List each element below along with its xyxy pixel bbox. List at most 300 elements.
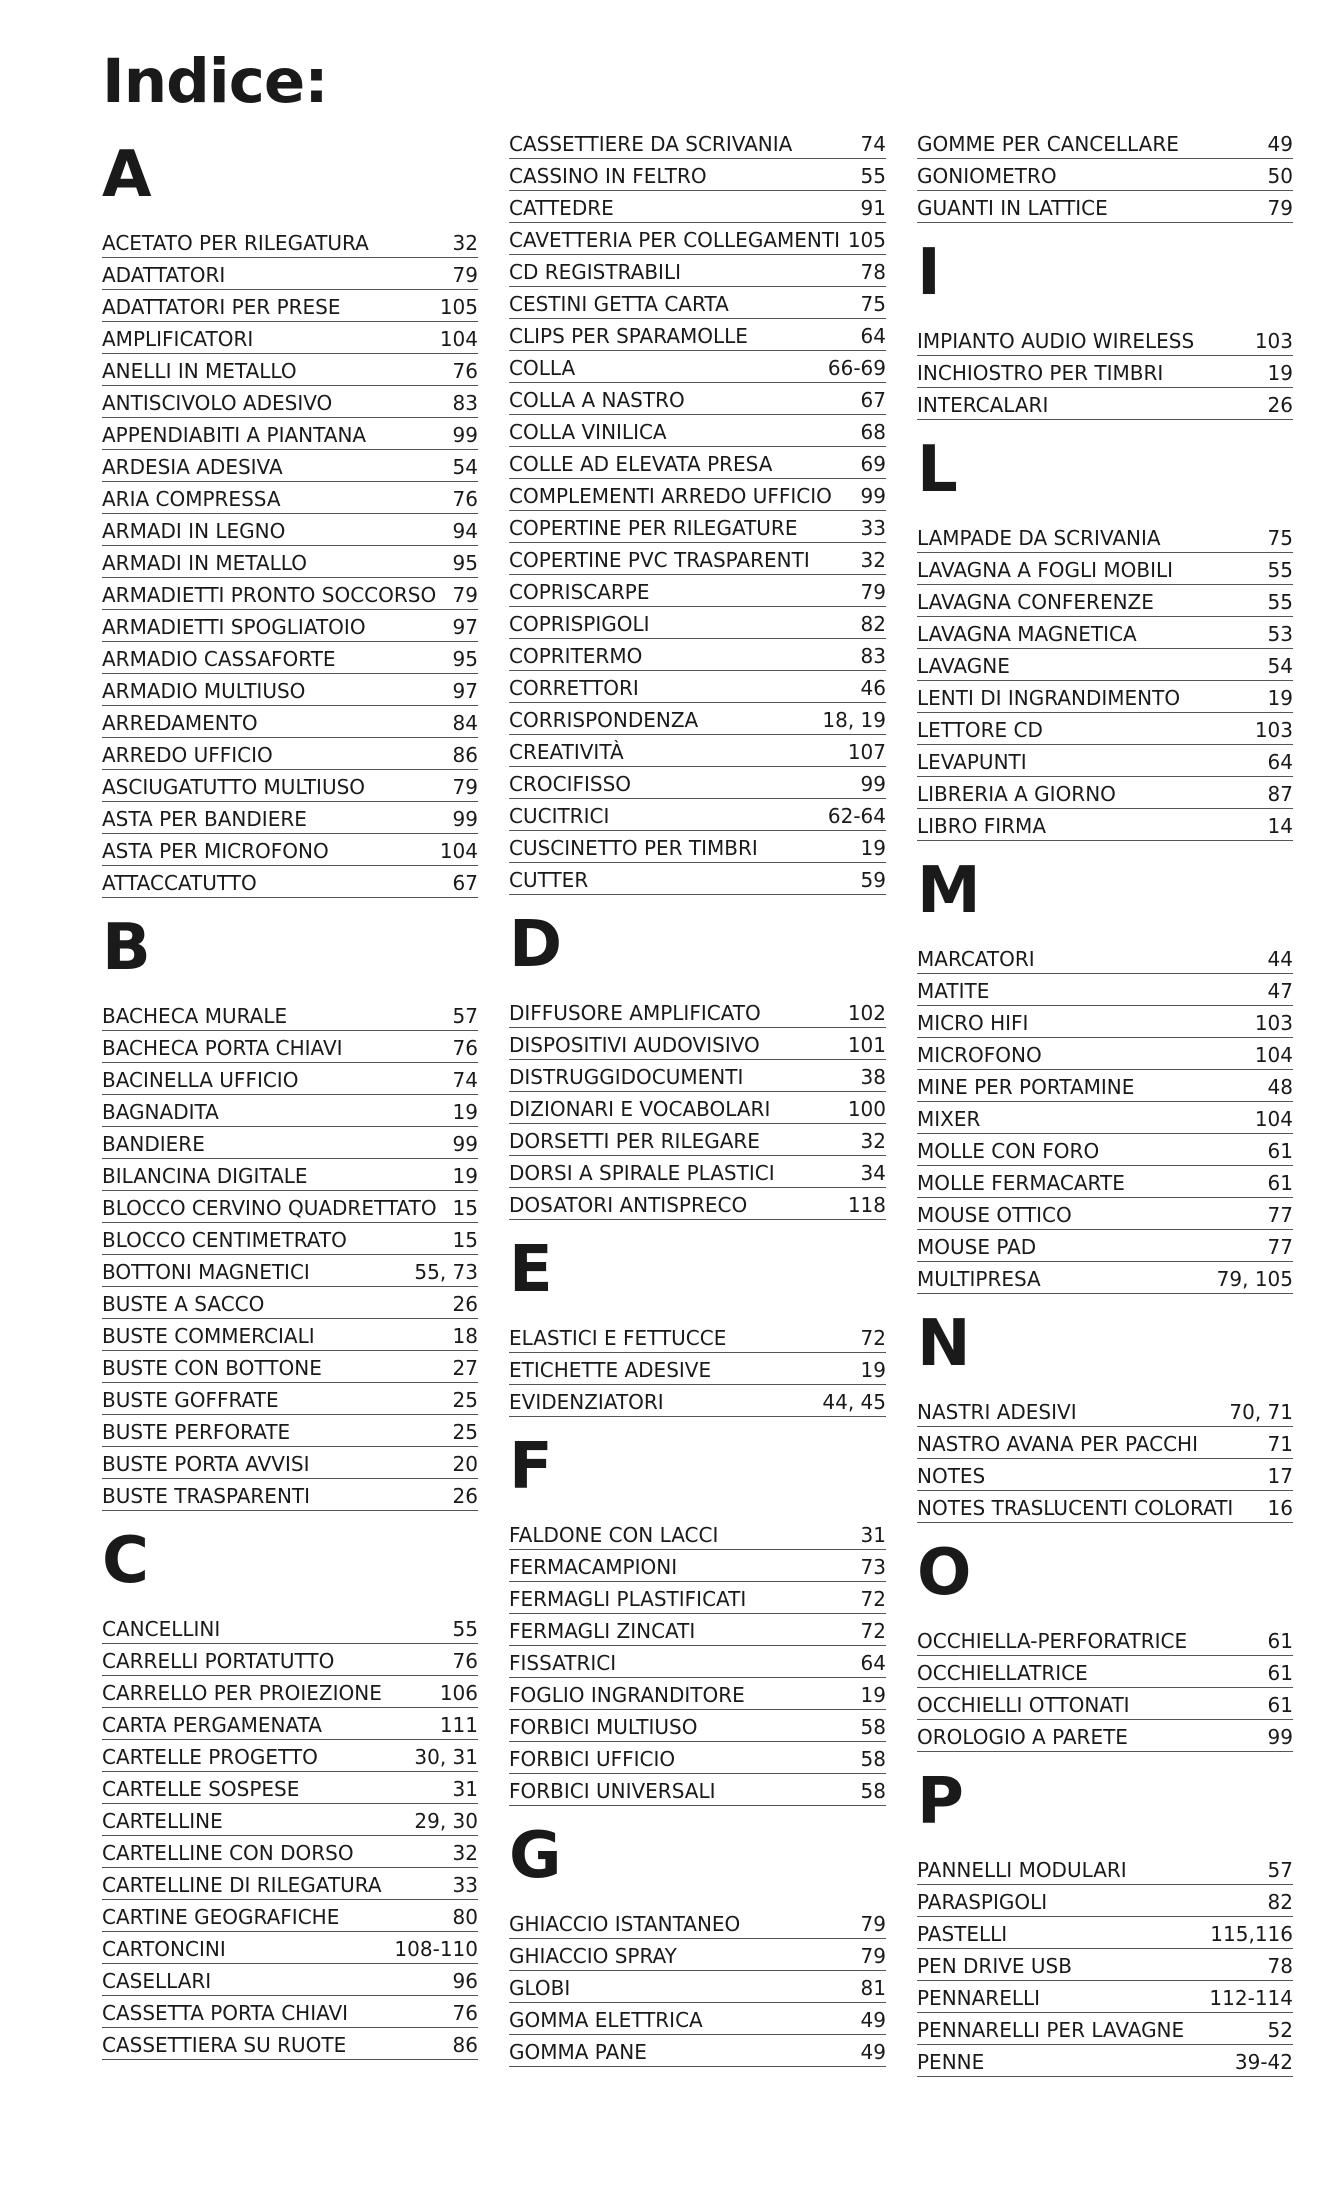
index-entry (509, 1385, 886, 1417)
entry-term: COPRISCARPE (509, 580, 650, 604)
index-entry (102, 1415, 478, 1447)
index-entry (509, 607, 886, 639)
page-title: Indice: (102, 46, 328, 117)
entry-page-number: 99 (860, 484, 886, 508)
entry-term: ELASTICI E FETTUCCE (509, 1326, 727, 1350)
entry-term: GONIOMETRO (917, 164, 1057, 188)
entry-page-number: 108-110 (394, 1937, 478, 1961)
index-entry (509, 255, 886, 287)
section-letter-d: D (509, 908, 563, 982)
index-entry (102, 1383, 478, 1415)
entry-term: COPERTINE PVC TRASPARENTI (509, 548, 810, 572)
entry-page-number: 107 (847, 740, 886, 764)
entry-term: COPERTINE PER RILEGATURE (509, 516, 798, 540)
entry-term: BUSTE PORTA AVVISI (102, 1452, 310, 1476)
entry-page-number: 106 (439, 1681, 478, 1705)
entry-page-number: 86 (452, 2033, 478, 2057)
section-letter-e: E (509, 1233, 553, 1307)
index-entry (917, 553, 1293, 585)
entry-term: CARTELLINE CON DORSO (102, 1841, 354, 1865)
index-entry (102, 546, 478, 578)
index-entry (102, 1159, 478, 1191)
entry-page-number: 26 (452, 1484, 478, 1508)
entry-page-number: 99 (452, 807, 478, 831)
entry-term: ASTA PER BANDIERE (102, 807, 307, 831)
entry-page-number: 76 (452, 487, 478, 511)
entry-term: NASTRI ADESIVI (917, 1400, 1077, 1424)
entry-term: GOMMA ELETTRICA (509, 2008, 703, 2032)
entry-term: GHIACCIO SPRAY (509, 1944, 677, 1968)
index-column-2 (509, 127, 886, 2069)
entry-term: ETICHETTE ADESIVE (509, 1358, 712, 1382)
entry-page-number: 82 (1267, 1890, 1293, 1914)
index-entry (917, 1102, 1293, 1134)
entry-term: LIBRERIA A GIORNO (917, 782, 1116, 806)
entry-page-number: 55 (1267, 558, 1293, 582)
index-entry (102, 1031, 478, 1063)
entry-page-number: 83 (452, 391, 478, 415)
index-entry (917, 1491, 1293, 1523)
entry-page-number: 57 (1267, 1858, 1293, 1882)
entry-term: FERMAGLI PLASTIFICATI (509, 1587, 747, 1611)
entry-page-number: 44, 45 (822, 1390, 886, 1414)
index-entry (509, 447, 886, 479)
entry-term: CARRELLI PORTATUTTO (102, 1649, 335, 1673)
entry-page-number: 75 (1267, 526, 1293, 550)
index-entry (509, 575, 886, 607)
entry-term: FOGLIO INGRANDITORE (509, 1683, 745, 1707)
index-entry (917, 1853, 1293, 1885)
index-entry (102, 1095, 478, 1127)
entry-term: EVIDENZIATORI (509, 1390, 664, 1414)
entry-term: MICRO HIFI (917, 1011, 1029, 1035)
entry-page-number: 97 (452, 615, 478, 639)
entry-term: BOTTONI MAGNETICI (102, 1260, 310, 1284)
entry-page-number: 57 (452, 1004, 478, 1028)
entry-term: GHIACCIO ISTANTANEO (509, 1912, 741, 1936)
entry-term: LIBRO FIRMA (917, 814, 1046, 838)
entry-term: CANCELLINI (102, 1617, 221, 1641)
index-entry (102, 1479, 478, 1511)
index-entry (102, 418, 478, 450)
entry-page-number: 104 (439, 327, 478, 351)
entry-term: PARASPIGOLI (917, 1890, 1048, 1914)
entry-page-number: 83 (860, 644, 886, 668)
index-column-3 (917, 127, 1293, 2079)
section-spacer (917, 2077, 1293, 2079)
index-entry (102, 1900, 478, 1932)
index-entry (509, 1156, 886, 1188)
index-entry (917, 388, 1293, 420)
entry-term: CREATIVITÀ (509, 740, 624, 764)
index-entry (509, 2003, 886, 2035)
index-entry (509, 639, 886, 671)
entry-term: CARTELLE PROGETTO (102, 1745, 318, 1769)
index-entry (509, 287, 886, 319)
entry-page-number: 79 (860, 580, 886, 604)
index-entry (509, 479, 886, 511)
entry-term: CLIPS PER SPARAMOLLE (509, 324, 748, 348)
entry-term: DISTRUGGIDOCUMENTI (509, 1065, 744, 1089)
entry-page-number: 55 (1267, 590, 1293, 614)
entry-term: LAVAGNA MAGNETICA (917, 622, 1137, 646)
index-entry (102, 290, 478, 322)
index-entry (917, 649, 1293, 681)
entry-term: AMPLIFICATORI (102, 327, 254, 351)
index-entry (509, 383, 886, 415)
entry-term: ARMADIETTI SPOGLIATOIO (102, 615, 366, 639)
entry-term: BLOCCO CERVINO QUADRETTATO (102, 1196, 437, 1220)
index-entry (509, 351, 886, 383)
entry-term: CUCITRICI (509, 804, 610, 828)
entry-page-number: 39-42 (1234, 2050, 1293, 2074)
entry-term: BUSTE TRASPARENTI (102, 1484, 311, 1508)
entry-term: BUSTE PERFORATE (102, 1420, 291, 1444)
index-entry (102, 999, 478, 1031)
entry-page-number: 99 (452, 1132, 478, 1156)
index-entry (102, 706, 478, 738)
index-entry (509, 319, 886, 351)
entry-page-number: 73 (860, 1555, 886, 1579)
entry-page-number: 33 (860, 516, 886, 540)
index-entry (102, 1351, 478, 1383)
index-entry (917, 1166, 1293, 1198)
index-entry (102, 802, 478, 834)
entry-page-number: 79 (452, 583, 478, 607)
entry-page-number: 47 (1267, 979, 1293, 1003)
entry-term: NASTRO AVANA PER PACCHI (917, 1432, 1198, 1456)
index-entry (102, 1319, 478, 1351)
entry-page-number: 19 (1267, 361, 1293, 385)
entry-term: DOSATORI ANTISPRECO (509, 1193, 748, 1217)
index-entry (102, 1223, 478, 1255)
index-entry (917, 681, 1293, 713)
entry-page-number: 32 (860, 1129, 886, 1153)
entry-page-number: 55 (860, 164, 886, 188)
entry-page-number: 61 (1267, 1139, 1293, 1163)
section-letter-i: I (917, 236, 941, 310)
entry-term: FISSATRICI (509, 1651, 617, 1675)
entry-page-number: 86 (452, 743, 478, 767)
entry-term: OROLOGIO A PARETE (917, 1725, 1128, 1749)
entry-term: BUSTE COMMERCIALI (102, 1324, 315, 1348)
index-entry (102, 1287, 478, 1319)
index-entry (509, 671, 886, 703)
index-entry (509, 1710, 886, 1742)
index-entry (102, 738, 478, 770)
entry-page-number: 67 (452, 871, 478, 895)
index-entry (917, 617, 1293, 649)
index-entry (917, 1624, 1293, 1656)
index-entry (917, 1070, 1293, 1102)
index-entry (102, 674, 478, 706)
entry-page-number: 104 (1254, 1043, 1293, 1067)
index-entry (917, 2013, 1293, 2045)
entry-term: DIZIONARI E VOCABOLARI (509, 1097, 771, 1121)
entry-term: MULTIPRESA (917, 1267, 1041, 1291)
entry-page-number: 31 (860, 1523, 886, 1547)
entry-term: BACHECA MURALE (102, 1004, 288, 1028)
index-entry (917, 1427, 1293, 1459)
index-entry (102, 1932, 478, 1964)
entry-term: FORBICI UFFICIO (509, 1747, 676, 1771)
entry-term: ASTA PER MICROFONO (102, 839, 329, 863)
entry-page-number: 64 (1267, 750, 1293, 774)
entry-term: IMPIANTO AUDIO WIRELESS (917, 329, 1195, 353)
entry-page-number: 103 (1254, 718, 1293, 742)
entry-term: MARCATORI (917, 947, 1035, 971)
entry-term: MOUSE PAD (917, 1235, 1037, 1259)
entry-page-number: 74 (452, 1068, 478, 1092)
index-entry (509, 127, 886, 159)
entry-page-number: 29, 30 (414, 1809, 478, 1833)
entry-term: ARMADIO CASSAFORTE (102, 647, 336, 671)
index-entry (509, 223, 886, 255)
entry-page-number: 76 (452, 1649, 478, 1673)
entry-page-number: 49 (860, 2008, 886, 2032)
entry-page-number: 20 (452, 1452, 478, 1476)
entry-page-number: 97 (452, 679, 478, 703)
index-entry (509, 1124, 886, 1156)
index-entry (917, 1981, 1293, 2013)
entry-term: COLLA VINILICA (509, 420, 667, 444)
entry-page-number: 95 (452, 647, 478, 671)
index-entry (917, 1885, 1293, 1917)
entry-page-number: 101 (847, 1033, 886, 1057)
entry-term: INTERCALARI (917, 393, 1049, 417)
entry-term: CATTEDRE (509, 196, 614, 220)
entry-term: CARRELLO PER PROIEZIONE (102, 1681, 382, 1705)
section-letter-o: O (917, 1536, 972, 1610)
index-entry (917, 974, 1293, 1006)
section-letter-f: F (509, 1430, 553, 1504)
entry-term: FORBICI MULTIUSO (509, 1715, 698, 1739)
entry-page-number: 79 (860, 1944, 886, 1968)
entry-page-number: 32 (452, 231, 478, 255)
entry-term: ANELLI IN METALLO (102, 359, 297, 383)
entry-page-number: 64 (860, 324, 886, 348)
entry-term: CUSCINETTO PER TIMBRI (509, 836, 758, 860)
index-entry (102, 1676, 478, 1708)
index-entry (102, 1191, 478, 1223)
entry-term: GOMMA PANE (509, 2040, 647, 2064)
index-column-1 (102, 127, 478, 2062)
entry-term: BAGNADITA (102, 1100, 219, 1124)
entry-page-number: 55 (452, 1617, 478, 1641)
entry-page-number: 26 (452, 1292, 478, 1316)
entry-page-number: 71 (1267, 1432, 1293, 1456)
entry-term: FERMACAMPIONI (509, 1555, 678, 1579)
index-entry (917, 585, 1293, 617)
index-entry (102, 1996, 478, 2028)
index-entry (917, 809, 1293, 841)
entry-page-number: 105 (439, 295, 478, 319)
index-entry (102, 1708, 478, 1740)
entry-term: MIXER (917, 1107, 981, 1131)
entry-term: CASSETTIERE DA SCRIVANIA (509, 132, 793, 156)
entry-page-number: 77 (1267, 1203, 1293, 1227)
entry-page-number: 104 (1254, 1107, 1293, 1131)
entry-page-number: 79 (452, 775, 478, 799)
index-entry (917, 1459, 1293, 1491)
index-entry (102, 1127, 478, 1159)
entry-page-number: 68 (860, 420, 886, 444)
entry-term: LAVAGNA A FOGLI MOBILI (917, 558, 1174, 582)
entry-term: CD REGISTRABILI (509, 260, 681, 284)
index-entry (102, 1255, 478, 1287)
entry-term: MATITE (917, 979, 990, 1003)
index-entry (917, 1949, 1293, 1981)
entry-page-number: 34 (860, 1161, 886, 1185)
entry-page-number: 19 (1267, 686, 1293, 710)
entry-term: PENNARELLI PER LAVAGNE (917, 2018, 1185, 2042)
entry-page-number: 44 (1267, 947, 1293, 971)
entry-term: NOTES TRASLUCENTI COLORATI (917, 1496, 1234, 1520)
index-entry (102, 258, 478, 290)
entry-page-number: 96 (452, 1969, 478, 1993)
index-entry (509, 1092, 886, 1124)
entry-term: PENNARELLI (917, 1986, 1041, 2010)
entry-term: BLOCCO CENTIMETRATO (102, 1228, 347, 1252)
entry-page-number: 61 (1267, 1661, 1293, 1685)
entry-page-number: 18 (452, 1324, 478, 1348)
entry-term: ARDESIA ADESIVA (102, 455, 283, 479)
index-entry (102, 1868, 478, 1900)
entry-page-number: 16 (1267, 1496, 1293, 1520)
entry-term: CORRISPONDENZA (509, 708, 699, 732)
entry-page-number: 31 (452, 1777, 478, 1801)
entry-term: MOLLE CON FORO (917, 1139, 1100, 1163)
index-entry (917, 356, 1293, 388)
entry-term: COPRISPIGOLI (509, 612, 650, 636)
entry-term: ACETATO PER RILEGATURA (102, 231, 369, 255)
entry-page-number: 72 (860, 1619, 886, 1643)
entry-page-number: 72 (860, 1587, 886, 1611)
entry-page-number: 33 (452, 1873, 478, 1897)
section-letter-l: L (917, 433, 958, 507)
section-letter-p: P (917, 1765, 964, 1839)
index-entry (509, 543, 886, 575)
index-entry (509, 1678, 886, 1710)
index-entry (102, 1804, 478, 1836)
entry-term: CARTA PERGAMENATA (102, 1713, 322, 1737)
entry-page-number: 58 (860, 1779, 886, 1803)
entry-page-number: 49 (1267, 132, 1293, 156)
entry-page-number: 67 (860, 388, 886, 412)
entry-page-number: 18, 19 (822, 708, 886, 732)
entry-term: CASSETTIERA SU RUOTE (102, 2033, 347, 2057)
entry-page-number: 76 (452, 2001, 478, 2025)
index-entry (509, 1518, 886, 1550)
entry-page-number: 118 (847, 1193, 886, 1217)
entry-page-number: 91 (860, 196, 886, 220)
entry-term: ARMADI IN LEGNO (102, 519, 286, 543)
entry-page-number: 103 (1254, 329, 1293, 353)
entry-page-number: 78 (860, 260, 886, 284)
index-entry (509, 1907, 886, 1939)
entry-term: FERMAGLI ZINCATI (509, 1619, 696, 1643)
entry-term: BACINELLA UFFICIO (102, 1068, 299, 1092)
entry-page-number: 25 (452, 1388, 478, 1412)
entry-page-number: 87 (1267, 782, 1293, 806)
entry-page-number: 15 (452, 1196, 478, 1220)
entry-page-number: 94 (452, 519, 478, 543)
entry-page-number: 59 (860, 868, 886, 892)
entry-page-number: 19 (860, 1683, 886, 1707)
entry-page-number: 49 (860, 2040, 886, 2064)
entry-page-number: 70, 71 (1229, 1400, 1293, 1424)
index-entry (102, 610, 478, 642)
index-entry (917, 324, 1293, 356)
index-entry (102, 1644, 478, 1676)
entry-page-number: 50 (1267, 164, 1293, 188)
section-letter-b: B (102, 911, 151, 985)
entry-term: DIFFUSORE AMPLIFICATO (509, 1001, 761, 1025)
entry-page-number: 79, 105 (1216, 1267, 1293, 1291)
index-entry (917, 1656, 1293, 1688)
entry-page-number: 66-69 (827, 356, 886, 380)
entry-term: LETTORE CD (917, 718, 1043, 742)
entry-term: CARTINE GEOGRAFICHE (102, 1905, 340, 1929)
index-entry (509, 1188, 886, 1220)
index-entry (917, 1688, 1293, 1720)
entry-page-number: 81 (860, 1976, 886, 2000)
entry-page-number: 111 (439, 1713, 478, 1737)
entry-term: BANDIERE (102, 1132, 205, 1156)
entry-page-number: 53 (1267, 622, 1293, 646)
entry-term: ARREDO UFFICIO (102, 743, 273, 767)
index-entry (102, 1447, 478, 1479)
entry-term: ANTISCIVOLO ADESIVO (102, 391, 333, 415)
entry-page-number: 79 (860, 1912, 886, 1936)
entry-page-number: 80 (452, 1905, 478, 1929)
index-entry (917, 942, 1293, 974)
entry-term: ARMADIETTI PRONTO SOCCORSO (102, 583, 437, 607)
section-spacer (509, 2067, 886, 2069)
index-entry (509, 863, 886, 895)
index-entry (917, 713, 1293, 745)
entry-term: ARMADIO MULTIUSO (102, 679, 306, 703)
entry-term: BUSTE A SACCO (102, 1292, 265, 1316)
index-entry (917, 127, 1293, 159)
entry-page-number: 30, 31 (414, 1745, 478, 1769)
section-letter-n: N (917, 1307, 971, 1381)
entry-page-number: 102 (847, 1001, 886, 1025)
entry-page-number: 48 (1267, 1075, 1293, 1099)
entry-page-number: 95 (452, 551, 478, 575)
entry-page-number: 77 (1267, 1235, 1293, 1259)
section-spacer (102, 2060, 478, 2062)
index-entry (509, 735, 886, 767)
entry-term: COLLA A NASTRO (509, 388, 685, 412)
index-entry (917, 1198, 1293, 1230)
entry-term: CARTELLE SOSPESE (102, 1777, 300, 1801)
index-entry (102, 354, 478, 386)
entry-term: CUTTER (509, 868, 589, 892)
entry-term: FALDONE CON LACCI (509, 1523, 719, 1547)
entry-term: MICROFONO (917, 1043, 1042, 1067)
index-entry (102, 834, 478, 866)
entry-page-number: 79 (1267, 196, 1293, 220)
entry-term: CAVETTERIA PER COLLEGAMENTI (509, 228, 840, 252)
entry-term: ARMADI IN METALLO (102, 551, 307, 575)
section-letter-g: G (509, 1819, 562, 1893)
entry-term: COMPLEMENTI ARREDO UFFICIO (509, 484, 832, 508)
entry-page-number: 104 (439, 839, 478, 863)
entry-page-number: 46 (860, 676, 886, 700)
index-entry (509, 1774, 886, 1806)
entry-term: MINE PER PORTAMINE (917, 1075, 1135, 1099)
